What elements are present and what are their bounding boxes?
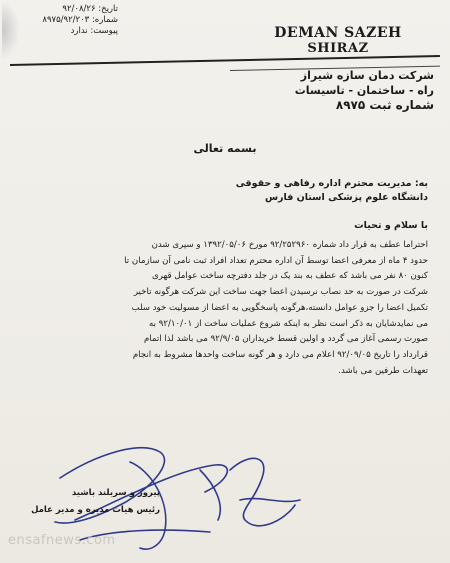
signature-stroke bbox=[230, 458, 295, 525]
body-line: کنون ۸۰ نفر می باشد که عطف به بند یک در جلد دفترچه ساخت عوامل قهری bbox=[152, 271, 428, 282]
body-line: قرارداد را تاریخ ۹۲/۰۹/۰۵ اعلام می دارد و هر گونه ساخت واحدها مشروط به انجام bbox=[132, 349, 428, 360]
closing-block bbox=[10, 485, 160, 519]
company-name: شرکت دمان سازه شیراز bbox=[300, 69, 434, 82]
body-line: شرکت در صورت به حد نصاب نرسیدن اعضا جهت ساخت این شرکت هرگونه تاخیر bbox=[133, 287, 428, 298]
recipient-org: دانشگاه علوم پزشکی استان فارس bbox=[264, 192, 428, 203]
body-line: می نمایدشایان به ذکر است نظر به اینکه شروع عملیات ساخت از ۹۲/۱۰/۰۱ به bbox=[149, 318, 428, 329]
greeting: با سلام و تحیات bbox=[354, 220, 428, 231]
body-line: تعهدات طرفین می باشد. bbox=[338, 365, 428, 376]
watermark: ensafnews.com bbox=[8, 533, 116, 548]
number-label: شماره: bbox=[91, 15, 118, 25]
recipient-line: به: مدیریت محترم اداره رفاهی و حقوقی bbox=[235, 178, 428, 189]
number-value: ۸۹۷۵/۹۲/۲۰۳ bbox=[42, 15, 90, 25]
registration-number: شماره ثبت ۸۹۷۵ bbox=[335, 98, 434, 112]
brand-line-1: DEMAN SAZEH bbox=[274, 25, 402, 41]
basmala: بسمه تعالی bbox=[193, 142, 257, 155]
date-value: ۹۲/۰۸/۲۶ bbox=[62, 4, 96, 14]
body-line: تکمیل اعضا را جزو عوامل دانسته،هرگونه پاسخگویی به اعضا از مسولیت خود سلب bbox=[131, 302, 428, 313]
body-line: صورت رسمی آغاز می گردد و اولین قسط خریداران ۹۲/۹/۰۵ می باشد لذا اتمام bbox=[143, 334, 428, 345]
body-line: حدود ۴ ماه از معرفی اعضا توسط آن اداره محترم تعداد افراد ثبت نامی آن سازمان تا bbox=[124, 255, 428, 266]
attachment-row: پیوست: ندارد bbox=[70, 26, 118, 36]
signatory-title: رئیس هیات مدیره و مدیر عامل bbox=[31, 505, 160, 515]
body-line: احتراما عطف به قرار داد شماره ۹۲/۲۵۲۹۶۰ مورخ ۱۳۹۲/۰۵/۰۶ و سپری شدن bbox=[151, 240, 428, 250]
company-activities: راه - ساختمان - تاسیسات bbox=[294, 84, 434, 97]
closing-wish: پیروز و سربلند باشید bbox=[71, 488, 160, 498]
date-label: تاریخ: bbox=[98, 4, 118, 14]
signature-stroke bbox=[200, 470, 220, 520]
brand-line-2: SHIRAZ bbox=[307, 41, 369, 56]
signature-stroke bbox=[240, 499, 300, 502]
